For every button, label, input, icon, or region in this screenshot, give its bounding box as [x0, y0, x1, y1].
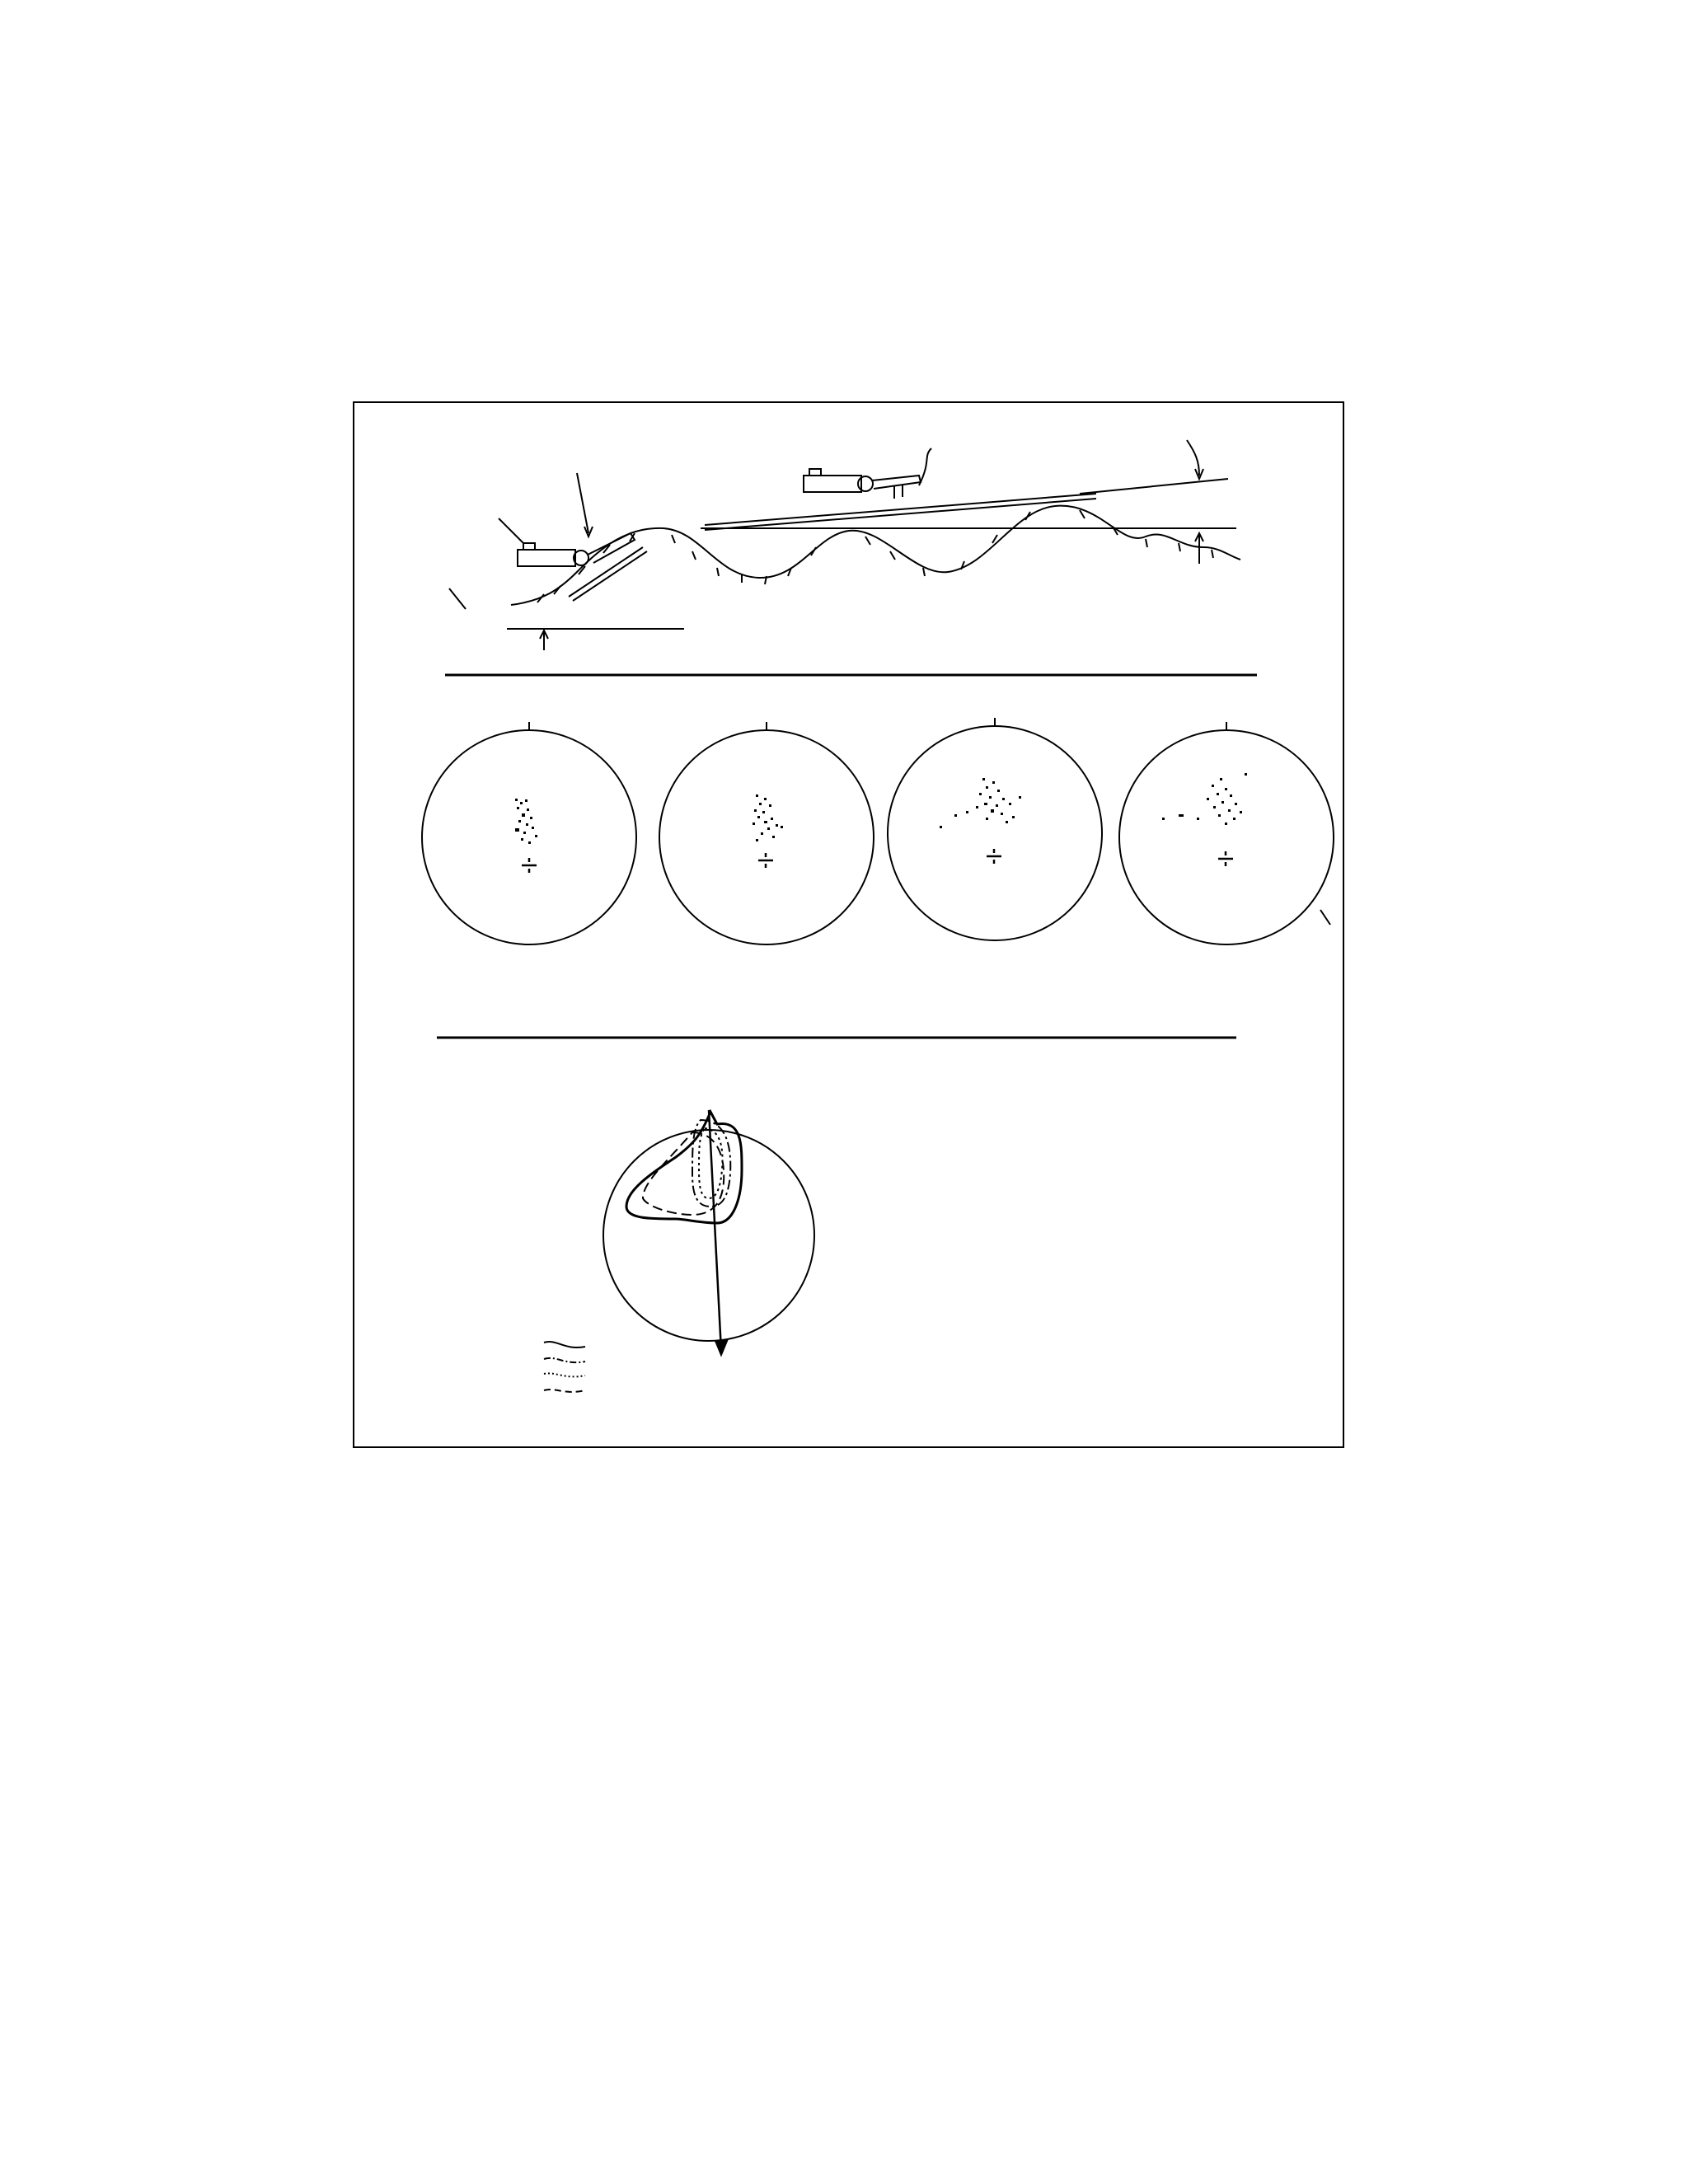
panel-c-stereonet: [544, 1110, 814, 1392]
stereonet-20cm: [659, 730, 874, 944]
stereonet-40cm: [422, 730, 636, 944]
panel-a: [445, 440, 1257, 675]
stereonet-10cm: [888, 726, 1102, 940]
panel-b: [422, 718, 1334, 1038]
paragraph-intro: [231, 233, 1471, 267]
figure-drawing: [354, 403, 1343, 1446]
pole-scatter: [515, 773, 1247, 844]
stereonet-5cm: [1119, 730, 1334, 944]
figure-11: [353, 401, 1344, 1448]
figure-caption: [231, 1469, 1471, 1495]
